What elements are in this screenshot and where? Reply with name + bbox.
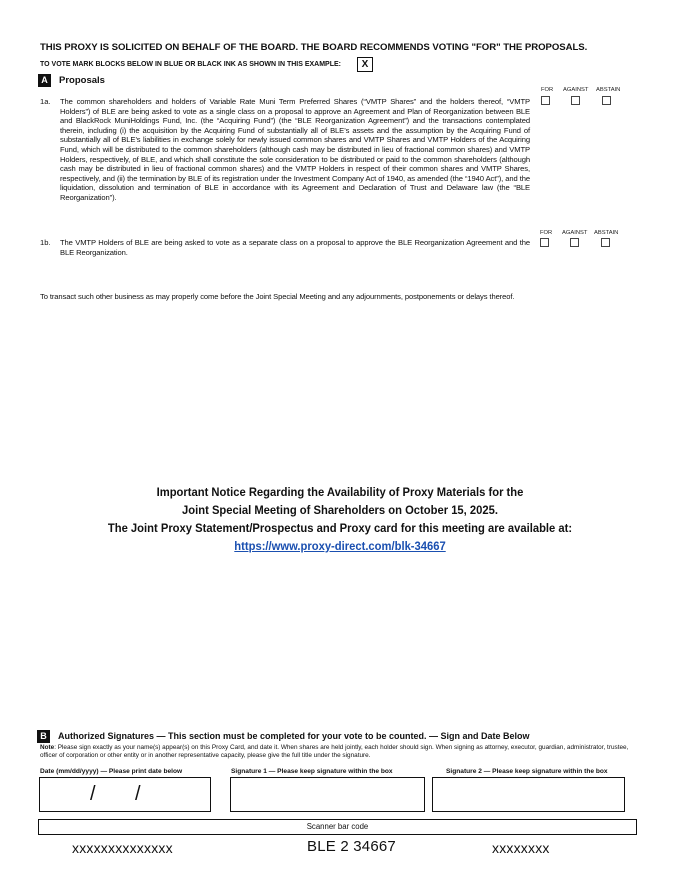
proxy-materials-link[interactable]: https://www.proxy-direct.com/blk-34667 [234,539,446,553]
signature-note [40,744,630,760]
proposal-1a-abstain-checkbox[interactable] [602,96,611,105]
date-input-box[interactable] [39,777,211,812]
proposal-1b-text: The VMTP Holders of BLE are being asked to vote as a separate class on a proposal to approve the BLE Reorganization Agreement and the BLE Reorganization. [60,238,530,257]
column-label-against: AGAINST [563,87,589,93]
date-slash-1: / [90,783,96,805]
column-label-against: AGAINST [562,230,588,236]
proposal-1a-text: The common shareholders and holders of Variable Rate Muni Term Preferred Shares (“VMTP Shares” and the holders thereof, “VMTP Holders”) of BLE are being asked to vote as a single class on a proposal to approve an Agreement and Plan of Reorganization between BLE and BlackRock MuniHoldings Fund, Inc. (the “Acquiring Fund”) (the “BLE Reorganization Agreement”) and the transactions contemplated therein, including (i) the acquisition by the Acquiring Fund of substantially all of BLE’s assets and the assumption by the Acquiring Fund of substantially all of BLE’s liabilities in exchange solely for newly issued common shares and VMTP Shares and VMTP Holders of the Acquiring Fund, which will be distributed to the common shareholders (although cash may be distributed in lieu of fractional common shares) and VMTP Holders, respectively, of BLE, and which shall constitute the sole consideration to be distributed or paid to the common shareholders (although cash may be distributed in lieu of fractional common shares) and the VMTP Holders in respect of their common shares and VMTP Shares, respectively, and (ii) the termination by BLE of its registration under the Investment Company Act of 1940, as amended (the “1940 Act”), and the liquidation, dissolution and termination of BLE in accordance with its Agreement and Declaration of Trust and Delaware law (the “BLE Reorganization”). [60,97,530,202]
scanner-bar-code: Scanner bar code [38,819,637,835]
proposal-1b-for-checkbox[interactable] [540,238,549,247]
section-a-badge: A [38,74,51,87]
proposal-1b-number: 1b. [40,238,51,247]
footer-right-code: xxxxxxxx [492,840,550,856]
column-label-for: FOR [541,87,554,93]
section-b-badge: B [37,730,50,743]
column-label-for: FOR [540,230,553,236]
section-b-title: Authorized Signatures — This section must be completed for your vote to be counted. — Sign and Date Below [58,731,530,741]
section-a-title: Proposals [59,75,105,86]
important-notice [27,483,653,555]
note-label: Note [40,744,55,751]
column-label-abstain: ABSTAIN [596,87,621,93]
proposal-1b-abstain-checkbox[interactable] [601,238,610,247]
proposal-1a-for-checkbox[interactable] [541,96,550,105]
proposal-1b-against-checkbox[interactable] [570,238,579,247]
proposal-1a-against-checkbox[interactable] [571,96,580,105]
signature-2-box[interactable] [432,777,625,812]
notice-line-3: The Joint Proxy Statement/Prospectus and Proxy card for this meeting are available at: [107,521,573,535]
example-mark-box: X [357,57,373,72]
signature-1-label: Signature 1 — Please keep signature within the box [231,768,393,775]
footer-left-code: xxxxxxxxxxxxxx [72,840,173,856]
date-slash-2: / [135,783,141,805]
footer-center-code: BLE 2 34667 [307,838,396,855]
vote-instruction: TO VOTE MARK BLOCKS BELOW IN BLUE OR BLACK INK AS SHOWN IN THIS EXAMPLE: [40,61,341,68]
signature-2-label: Signature 2 — Please keep signature within the box [446,768,608,775]
notice-line-1: Important Notice Regarding the Availability of Proxy Materials for the [156,485,524,499]
signature-1-box[interactable] [230,777,425,812]
notice-line-2: Joint Special Meeting of Shareholders on October 15, 2025. [182,503,498,517]
proposal-1a-number: 1a. [40,97,51,106]
date-field-label: Date (mm/dd/yyyy) — Please print date below [40,768,183,775]
column-label-abstain: ABSTAIN [594,230,619,236]
proxy-header-title: THIS PROXY IS SOLICITED ON BEHALF OF THE BOARD. THE BOARD RECOMMENDS VOTING "FOR" THE PROPOSALS. [40,42,588,53]
other-business-text: To transact such other business as may properly come before the Joint Special Meeting and any adjournments, postponements or delays thereof. [40,292,515,301]
note-text: : Please sign exactly as your name(s) appear(s) on this Proxy Card, and date it. When shares are held jointly, each holder should sign. When signing as attorney, executor, guardian, administrator, trustee, officer of corporation or other entity or in another representative capacity, please give the full title under the signature. [40,744,629,760]
